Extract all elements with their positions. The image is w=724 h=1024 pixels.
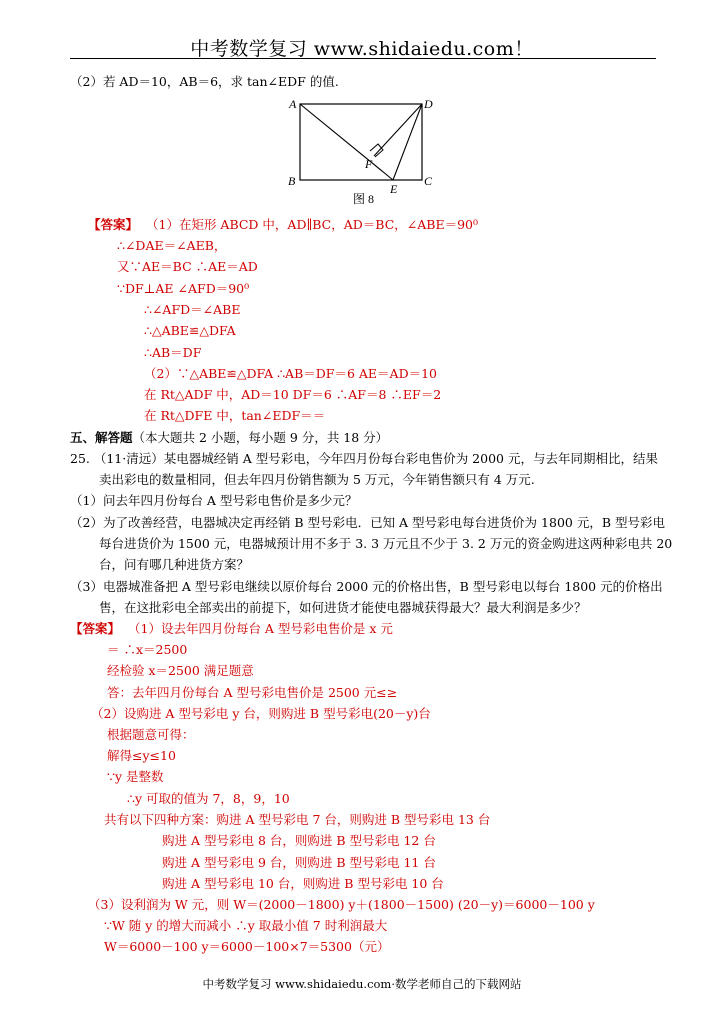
q25-sub-1: （1）问去年四月份每台 A 型号彩电售价是多少元？: [70, 493, 358, 508]
answer2-line-5: （2）设购进 A 型号彩电 y 台，则购进 B 型号彩电(20－y)台: [91, 706, 431, 721]
answer1-line-1: （1）在矩形 ABCD 中，AD∥BC，AD＝BC，∠ABE＝90⁰: [146, 217, 478, 232]
section-note: （本大题共 2 小题，每小题 9 分，共 18 分）: [132, 430, 389, 445]
q25-sub-2-line-1: （2）为了改善经营，电器城决定再经销 B 型号彩电．已知 A 型号彩电每台进货价为 1800 元，B 型号彩电: [70, 515, 665, 530]
rectangle-abcd: [300, 104, 422, 180]
q25-sub-2-line-3: 台，问有哪几种进货方案？: [99, 557, 250, 572]
section-heading: [70, 430, 388, 446]
answer1-line-9: 在 Rt△ADF 中，AD＝10 DF＝6 ∴AF＝8 ∴EF＝2: [144, 387, 442, 402]
answer2-line-4: 答：去年四月份每台 A 型号彩电售价是 2500 元≤≥: [107, 685, 398, 700]
answer1-line-10: 在 Rt△DFE 中，tan∠EDF＝＝: [144, 408, 326, 423]
answer2-line-2: ＝ ∴x＝2500: [107, 642, 188, 657]
figure-caption: 图 8: [353, 192, 375, 206]
label-c: C: [424, 174, 433, 188]
answer2-line-7: 解得≤y≤10: [107, 748, 176, 763]
label-f: F: [365, 157, 373, 171]
answer1-line-5: ∴∠AFD＝∠ABE: [144, 302, 241, 317]
answer2-line-14: （3）设利润为 W 元，则 W＝(2000－1800) y＋(1800－1500) (20－y)＝6000－100 y: [88, 897, 595, 912]
answer-tag-2: 【答案】: [70, 621, 121, 636]
label-e: E: [390, 182, 398, 196]
label-b: B: [288, 174, 296, 188]
answer-tag-1: 【答案】: [88, 217, 139, 232]
answer2-line-11: 购进 A 型号彩电 8 台，则购进 B 型号彩电 12 台: [162, 833, 436, 848]
answer2-line-13: 购进 A 型号彩电 10 台，则购进 B 型号彩电 10 台: [162, 876, 444, 891]
q25-sub-2-line-2: 每台进货价为 1500 元，电器城预计用不多于 3. 3 万元且不少于 3. 2 万元的资金购进这两种彩电共 20: [99, 536, 673, 551]
segment-de: [393, 104, 422, 180]
q25-sub-3-line-1: （3）电器城准备把 A 型号彩电继续以原价每台 2000 元的价格出售，B 型号彩电以每台 1800 元的价格出: [70, 579, 663, 594]
right-angle-mark: [370, 144, 383, 157]
answer2-line-10: 共有以下四种方案：购进 A 型号彩电 7 台，则购进 B 型号彩电 13 台: [104, 812, 491, 827]
page-footer: 中考数学复习 www.shidaiedu.com·数学老师自己的下载网站: [202, 977, 522, 991]
q25-stem-line-1: 25. （11·清远）某电器城经销 A 型号彩电，今年四月份每台彩电售价为 2000 元，与去年同期相比，结果: [70, 451, 658, 466]
answer1-line-3: 又∵AE＝BC ∴AE＝AD: [117, 259, 258, 274]
segment-ae: [300, 104, 393, 180]
page-header: 中考数学复习 www.shidaiedu.com！: [190, 38, 534, 60]
q25-sub-3-line-2: 售，在这批彩电全部卖出的前提下，如何进货才能使电器城获得最大？最大利润是多少？: [99, 600, 587, 615]
answer2-line-3: 经检验 x＝2500 满足题意: [107, 663, 254, 678]
figure-8-diagram: [0, 0, 724, 210]
answer2-line-6: 根据题意可得：: [107, 727, 195, 742]
answer1-line-2: ∴∠DAE＝∠AEB，: [117, 238, 227, 253]
answer1-line-8: （2）∵△ABE≌△DFA ∴AB＝DF＝6 AE＝AD＝10: [144, 366, 437, 381]
answer2-line-8: ∵y 是整数: [107, 769, 164, 784]
answer1-line-4: ∵DF⊥AE ∠AFD＝90⁰: [117, 281, 250, 296]
answer1-line-7: ∴AB＝DF: [144, 345, 202, 360]
answer2-line-16: W＝6000－100 y＝6000－100×7＝5300（元）: [104, 939, 390, 954]
label-d: D: [424, 97, 433, 111]
q25-stem-line-2: 卖出彩电的数量相同，但去年四月份销售额为 5 万元，今年销售额只有 4 万元.: [99, 472, 535, 487]
label-a: A: [289, 97, 297, 111]
answer1-line-6: ∴△ABE≌△DFA: [144, 323, 236, 338]
answer2-line-12: 购进 A 型号彩电 9 台，则购进 B 型号彩电 11 台: [162, 855, 436, 870]
answer2-line-9: ∴y 可取的值为 7，8，9，10: [127, 791, 290, 806]
section-title: 五、解答题: [70, 430, 133, 445]
question-2: （2）若 AD＝10，AB＝6，求 tan∠EDF 的值.: [70, 74, 339, 89]
answer2-line-15: ∵W 随 y 的增大而减小 ∴y 取最小值 7 时利润最大: [104, 918, 388, 933]
answer2-line-1: （1）设去年四月份每台 A 型号彩电售价是 x 元: [128, 621, 393, 636]
